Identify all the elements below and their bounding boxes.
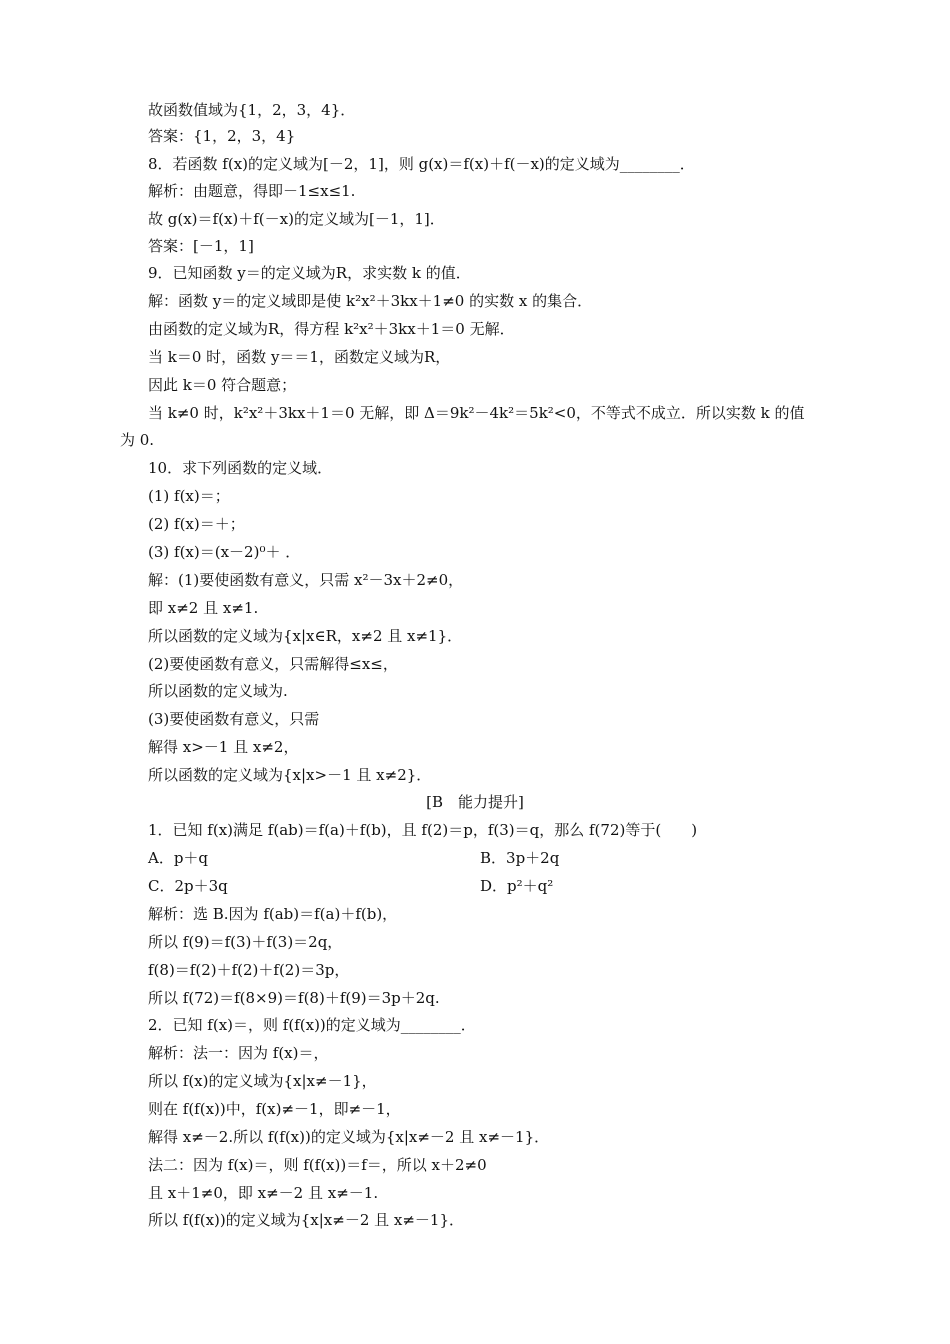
text-line: 所以函数的定义域为.	[148, 682, 288, 700]
text-line: 所以 f(9)＝f(3)＋f(3)＝2q，	[148, 933, 343, 951]
text-line: 答案：[－1，1]	[148, 237, 254, 255]
text-line: 解得 x≠－2.所以 f(f(x))的定义域为{x|x≠－2 且 x≠－1}．	[148, 1128, 550, 1146]
text-line: f(8)＝f(2)＋f(2)＋f(2)＝3p，	[148, 961, 350, 979]
text-line: 法二：因为 f(x)＝，则 f(f(x))＝f＝，所以 x＋2≠0	[148, 1156, 487, 1174]
text-line: 且 x＋1≠0，即 x≠－2 且 x≠－1.	[148, 1184, 379, 1202]
text-line: 所以函数的定义域为{x|x∈R，x≠2 且 x≠1}．	[148, 627, 463, 645]
option-a: A．p＋q	[148, 849, 209, 867]
text-line: (2) f(x)＝＋；	[148, 515, 245, 533]
text-line: 所以函数的定义域为{x|x>－1 且 x≠2}．	[148, 766, 432, 784]
text-line: 所以 f(f(x))的定义域为{x|x≠－2 且 x≠－1}．	[148, 1211, 465, 1229]
option-b: B．3p＋2q	[480, 849, 560, 867]
text-line: 答案：{1，2，3，4}	[148, 127, 296, 145]
question-b1: 1．已知 f(x)满足 f(ab)＝f(a)＋f(b)，且 f(2)＝p，f(3)＝q，那么 f(72)等于( )	[148, 821, 698, 839]
text-line: (3)要使函数有意义，只需	[148, 710, 320, 728]
text-line: 故 g(x)＝f(x)＋f(－x)的定义域为[－1，1]．	[148, 210, 445, 228]
section-heading: [B 能力提升]	[426, 793, 524, 811]
text-line: (3) f(x)＝(x－2)⁰＋ ．	[148, 543, 301, 561]
text-line: 则在 f(f(x))中，f(x)≠－1，即≠－1，	[148, 1100, 401, 1118]
text-line: 当 k＝0 时，函数 y＝＝1，函数定义域为R，	[148, 348, 451, 366]
text-line: 解析：选 B.因为 f(ab)＝f(a)＋f(b)，	[148, 905, 398, 923]
text-line: (1) f(x)＝；	[148, 487, 230, 505]
text-line: 为 0.	[120, 431, 155, 449]
question-10: 10．求下列函数的定义域．	[148, 459, 333, 477]
text-line: 解析：法一：因为 f(x)＝，	[148, 1044, 329, 1062]
text-line: 解得 x>－1 且 x≠2，	[148, 738, 299, 756]
text-line: 解：函数 y＝的定义域即是使 k²x²＋3kx＋1≠0 的实数 x 的集合．	[148, 292, 593, 310]
question-b2: 2．已知 f(x)＝，则 f(f(x))的定义域为________．	[148, 1016, 476, 1034]
question-9: 9．已知函数 y＝的定义域为R，求实数 k 的值．	[148, 264, 471, 282]
text-line: 当 k≠0 时，k²x²＋3kx＋1＝0 无解，即 Δ＝9k²－4k²＝5k²<0，不等式不成立．所以实数 k 的值	[148, 404, 805, 422]
question-8: 8．若函数 f(x)的定义域为[－2，1]，则 g(x)＝f(x)＋f(－x)的定义域为________．	[148, 155, 695, 173]
text-line: 所以 f(x)的定义域为{x|x≠－1}，	[148, 1072, 377, 1090]
text-line: 故函数值域为{1，2，3，4}．	[148, 101, 356, 119]
option-d: D．p²＋q²	[480, 877, 554, 895]
option-c: C．2p＋3q	[148, 877, 228, 895]
text-line: (2)要使函数有意义，只需解得≤x≤，	[148, 655, 398, 673]
text-line: 解析：由题意，得即－1≤x≤1.	[148, 182, 356, 200]
text-line: 由函数的定义域为R，得方程 k²x²＋3kx＋1＝0 无解．	[148, 320, 515, 338]
text-line: 解：(1)要使函数有意义，只需 x²－3x＋2≠0，	[148, 571, 464, 589]
text-line: 即 x≠2 且 x≠1.	[148, 599, 259, 617]
text-line: 所以 f(72)＝f(8×9)＝f(8)＋f(9)＝3p＋2q.	[148, 989, 440, 1007]
text-line: 因此 k＝0 符合题意；	[148, 376, 297, 394]
